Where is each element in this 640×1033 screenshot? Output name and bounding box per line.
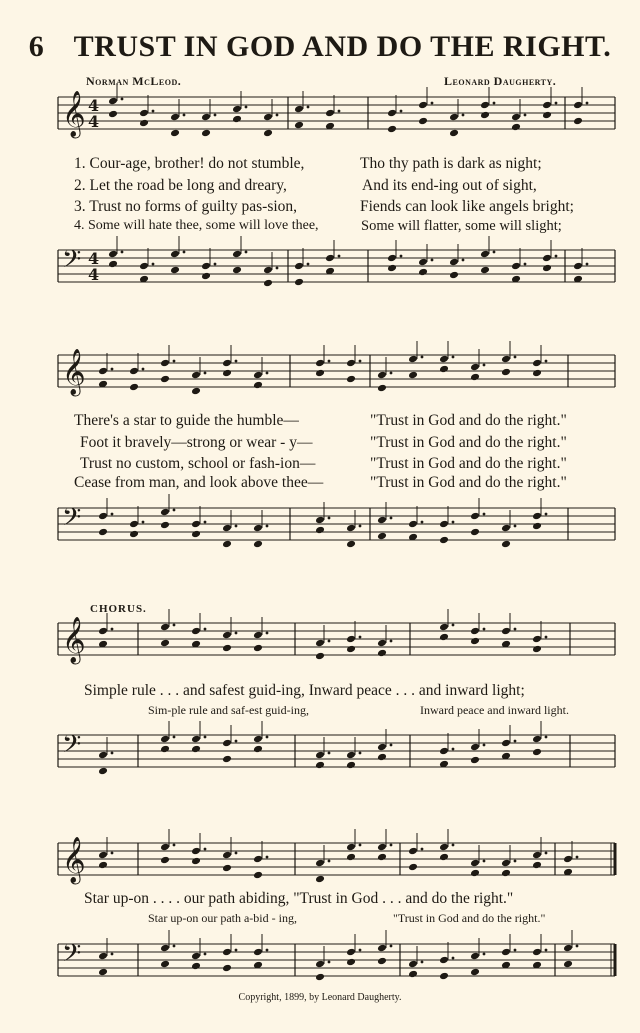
lyricist-credit: Norman McLeod. <box>86 74 182 88</box>
chorus-line-1-bass-a: Sim-ple rule and saf-est guid-ing, <box>148 703 309 717</box>
refrain-1-b: "Trust in God and do the right." <box>370 412 567 429</box>
chorus-line-2: Star up-on . . . . our path abiding, "Trust in God . . . and do the right." <box>84 890 514 907</box>
verse-3-a: 3. Trust no forms of guilty pas-sion, <box>74 198 298 215</box>
svg-text:𝄢: 𝄢 <box>62 245 82 280</box>
verse-2-b: And its end-ing out of sight, <box>362 177 537 194</box>
svg-text:4: 4 <box>88 249 100 268</box>
refrain-2-a: Foot it bravely—strong or wear - y— <box>80 434 313 451</box>
refrain-1-a: There's a star to guide the humble— <box>74 412 299 429</box>
verse-4-a: 4. Some will hate thee, some will love thee, <box>74 218 319 233</box>
verse-1-a: 1. Cour-age, brother! do not stumble, <box>74 155 305 172</box>
chorus-line-1-bass-b: Inward peace and inward light. <box>420 703 569 717</box>
chorus-label: CHORUS. <box>90 603 147 615</box>
refrain-3-a: Trust no custom, school or fash-ion— <box>80 455 316 472</box>
refrain-4-a: Cease from man, and look above thee— <box>74 474 324 491</box>
refrain-3-b: "Trust in God and do the right." <box>370 455 567 472</box>
svg-text:4: 4 <box>88 112 100 131</box>
svg-text:4: 4 <box>88 96 100 115</box>
composer-credit: Leonard Daugherty. <box>444 74 557 88</box>
verse-1-b: Tho thy path is dark as night; <box>360 155 542 172</box>
verse-3-b: Fiends can look like angels bright; <box>360 198 574 215</box>
svg-text:𝄢: 𝄢 <box>62 939 82 974</box>
svg-text:𝄞: 𝄞 <box>62 617 86 663</box>
verse-4-b: Some will flatter, some will slight; <box>361 218 562 234</box>
hymn-number: 6 <box>28 30 45 63</box>
chorus-line-1: Simple rule . . . and safest guid-ing, Inward peace . . . and inward light; <box>84 682 525 699</box>
verse-2-a: 2. Let the road be long and dreary, <box>74 177 287 194</box>
svg-text:𝄞: 𝄞 <box>62 837 86 883</box>
chorus-line-2-bass-a: Star up-on our path a-bid - ing, <box>148 911 297 925</box>
refrain-2-b: "Trust in God and do the right." <box>370 434 567 451</box>
svg-text:𝄞: 𝄞 <box>62 349 86 395</box>
chorus-line-2-bass-b: "Trust in God and do the right." <box>393 911 546 925</box>
svg-text:4: 4 <box>88 265 100 284</box>
svg-text:𝄞: 𝄞 <box>62 91 86 137</box>
refrain-4-b: "Trust in God and do the right." <box>370 474 567 491</box>
svg-text:𝄢: 𝄢 <box>62 503 82 538</box>
copyright-notice: Copyright, 1899, by Leonard Daugherty. <box>238 992 402 1003</box>
hymn-title: TRUST IN GOD AND DO THE RIGHT. <box>73 30 612 63</box>
svg-text:𝄢: 𝄢 <box>62 730 82 765</box>
